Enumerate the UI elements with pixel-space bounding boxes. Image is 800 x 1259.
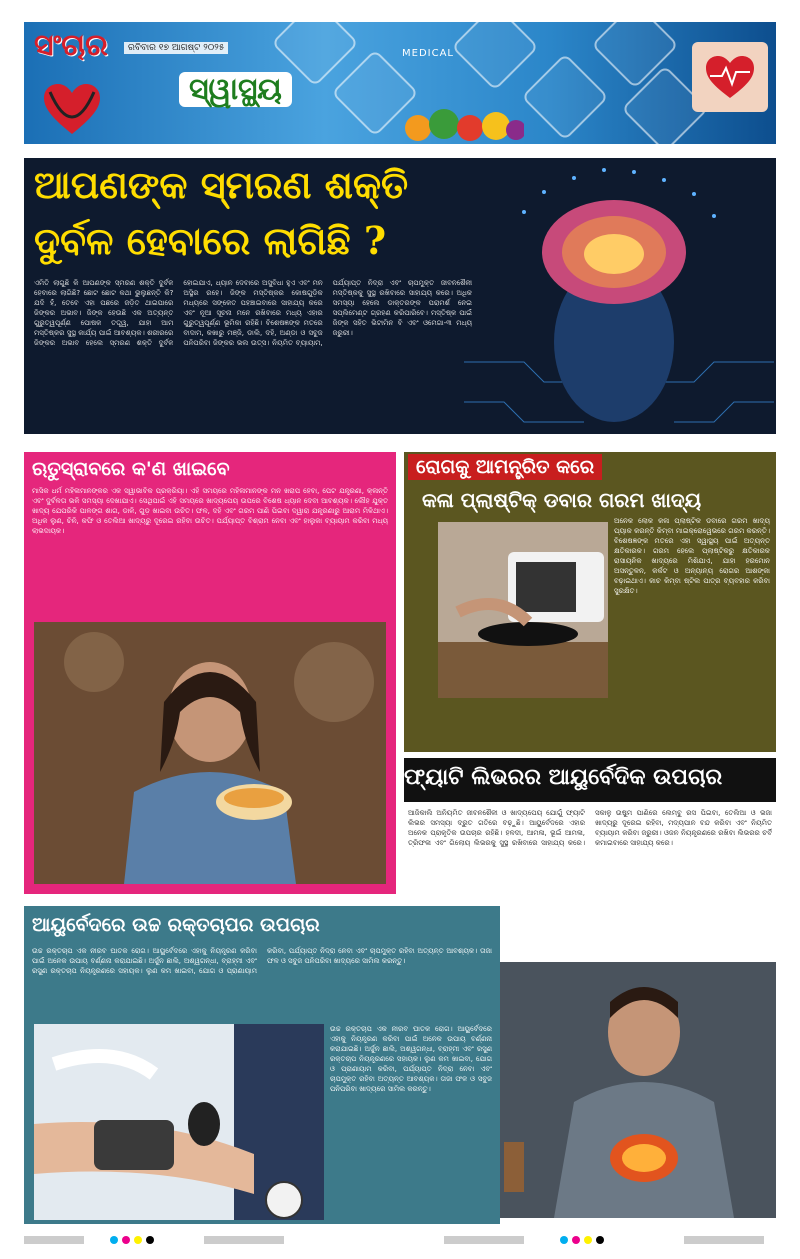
hands-heart-image <box>692 42 768 112</box>
dateline: ରବିବାର ୧୭ ଆଗଷ୍ଟ ୨୦୨୫ <box>124 42 228 54</box>
article-body: ଆଜିକାଲି ଅନିୟମିତ ଜୀବନଶୈଳୀ ଓ ଖାଦ୍ୟପେୟ ଯୋଗୁଁ ଫ୍ୟାଟି ଲିଭର ସମସ୍ୟା ଦ୍ରୁତ ଗତିରେ ବଢ଼ୁଛି। ଆୟୁର୍ବେଦରେ ଏହାର ଅନେକ ପ୍ରାକୃତିକ ଉପଚାର ରହିଛି। ହଳଦୀ, ଆମଳା, ଭୂଇଁ ଆମଳା, ତ୍ରିଫଳା ଏବଂ ଗିଲୋୟ ଲିଭରକୁ ସୁସ୍ଥ ରଖିବାରେ ସାହାଯ୍ୟ କରେ। ସକାଳୁ ଉଷୁମ ପାଣିରେ ଲେମ୍ବୁ ରସ ପିଇବା, ତେଲିଆ ଓ ଭଜା ଖାଦ୍ୟରୁ ଦୂରେଇ ରହିବା, ମଦ୍ୟପାନ ବନ୍ଦ କରିବା ଏବଂ ନିୟମିତ ବ୍ୟାୟାମ କରିବା ଜରୁରୀ। ଓଜନ ନିୟନ୍ତ୍ରଣରେ ରଖିବା ଲିଭରର ଚର୍ବି କମାଇବାରେ ସାହାଯ୍ୟ କରେ। <box>408 809 772 847</box>
heart-icon <box>692 42 768 112</box>
article-plastic <box>404 452 776 752</box>
medical-label: MEDICAL <box>402 48 454 59</box>
print-registration-marks <box>24 1234 776 1246</box>
microwave-illustration <box>438 522 608 698</box>
headline: ଆୟୁର୍ବେଦରେ ଉଚ୍ଚ ରକ୍ତଚାପର ଉପଚାର <box>32 914 320 936</box>
heart-stethoscope-icon <box>42 82 102 138</box>
hex-decoration <box>451 22 539 91</box>
headline: ଫ୍ୟାଟି ଲିଭରର ଆୟୁର୍ବେଦିକ ଉପଚାର <box>404 764 723 790</box>
headline: ଋତୁସ୍ରାବରେ କ'ଣ ଖାଇବେ <box>32 458 230 480</box>
article-blood-pressure <box>24 906 500 1224</box>
woman-eating-illustration <box>34 622 386 884</box>
newspaper-logo: ସଂଚାର <box>34 28 108 63</box>
headline: କଳା ପ୍ଲାଷ୍ଟିକ୍ ଡବାର ଗରମ ଖାଦ୍ୟ <box>422 488 702 512</box>
fruits-image <box>404 106 524 142</box>
microwave-photo <box>438 522 608 698</box>
man-liver-illustration <box>494 962 776 1218</box>
bp-illustration <box>34 1024 324 1220</box>
hex-decoration <box>521 53 609 141</box>
headline: ଦୁର୍ବଳ ହେବାରେ ଲାଗିଛି ? <box>34 218 387 263</box>
stomach-pain-photo <box>494 962 776 1218</box>
brain-illustration <box>464 162 774 432</box>
article-body: ଉଚ୍ଚ ରକ୍ତଚାପ ଏକ ନୀରବ ଘାତକ ରୋଗ। ଆୟୁର୍ବେଦରେ ଏହାକୁ ନିୟନ୍ତ୍ରଣ କରିବା ପାଇଁ ଅନେକ ଉପାୟ ବର୍ଣ୍ଣନା କରାଯାଇଛି। ଅର୍ଜୁନ ଛାଲି, ଅଶ୍ୱଗନ୍ଧା, ବ୍ରାହ୍ମୀ ଏବଂ ରସୁଣ ରକ୍ତଚାପ ନିୟନ୍ତ୍ରଣରେ ସହାୟକ। ଲୁଣ କମ ଖାଇବା, ଯୋଗ ଓ ପ୍ରାଣାୟାମ କରିବା, ପର୍ଯ୍ୟାପ୍ତ ନିଦ୍ରା ନେବା ଏବଂ ଚାପମୁକ୍ତ ରହିବା ଅତ୍ୟନ୍ତ ଆବଶ୍ୟକ। ତାଜା ଫଳ ଓ ସବୁଜ ପନିପରିବା ଖାଦ୍ୟରେ ସାମିଲ କରନ୍ତୁ। <box>330 1025 492 1093</box>
article-body: ମାସିକ ଧର୍ମ ମହିଳାମାନଙ୍କର ଏକ ସ୍ୱାଭାବିକ ପ୍ରକ୍ରିୟା। ଏହି ସମୟରେ ମହିଳାମାନଙ୍କ ମନ ଖରାପ ହେବା, ପେଟ ଯନ୍ତ୍ରଣା, କ୍ଳାନ୍ତି ଏବଂ ଦୁର୍ବଳତା ଭଳି ସମସ୍ୟା ଦେଖାଯାଏ। ସେଥିପାଇଁ ଏହି ସମୟରେ ଖାଦ୍ୟପେୟ ଉପରେ ବିଶେଷ ଧ୍ୟାନ ଦେବା ଆବଶ୍ୟକ। ଲୌହ ଯୁକ୍ତ ଖାଦ୍ୟ ଯେପରିକି ପାଳଙ୍ଗ ଶାଗ, ଡାଳି, ଗୁଡ଼ ଖାଇବା ଉଚିତ। ଫଳ, ଦହି ଏବଂ ଗରମ ପାଣି ପିଇବା ଦ୍ୱାରା ଯନ୍ତ୍ରଣାରୁ ଆରାମ ମିଳିଥାଏ। ଅଧିକ ଲୁଣ, ଚିନି, କଫି ଓ ତେଲିଆ ଖାଦ୍ୟରୁ ଦୂରେଇ ରହିବା ଉଚିତ। ପର୍ଯ୍ୟାପ୍ତ ବିଶ୍ରାମ ନେବା ଏବଂ ହାଲୁକା ବ୍ୟାୟାମ କରିବା ମଧ୍ୟ ଲାଭଦାୟକ। <box>32 487 388 535</box>
article-body: ଏମିତି ଲାଗୁଛି କି ଆପଣଙ୍କ ସ୍ମରଣ ଶକ୍ତି ଦୁର୍ବଳ ହେବାରେ ଲାଗିଛି? ଛୋଟ ଛୋଟ କଥା ଭୁଲୁଛନ୍ତି କି? ଯଦି ହଁ, ତେବେ ଏହା ପଛରେ ଜଡ଼ିତ ଥାଇପାରେ ଜିଙ୍କର ଅଭାବ। ଜିଙ୍କ ହେଉଛି ଏକ ଅତ୍ୟନ୍ତ ଗୁରୁତ୍ୱପୂର୍ଣ୍ଣ ପୋଷକ ତତ୍ତ୍ୱ, ଯାହା ଆମ ମସ୍ତିଷ୍କର ସୁସ୍ଥ କାର୍ଯ୍ୟ ପାଇଁ ଆବଶ୍ୟକ। ଶରୀରରେ ଜିଙ୍କର ଅଭାବ ହେଲେ ସ୍ମରଣ ଶକ୍ତି ଦୁର୍ବଳ ହୋଇଯାଏ, ଧ୍ୟାନ ଦେବାରେ ଅସୁବିଧା ହୁଏ ଏବଂ ମନ ଅସ୍ଥିର ରହେ। ଜିଙ୍କ ମସ୍ତିଷ୍କର କୋଷଗୁଡ଼ିକ ମଧ୍ୟରେ ସଙ୍କେତ ପହଞ୍ଚାଇବାରେ ସାହାଯ୍ୟ କରେ ଏବଂ ନୂଆ ସୂଚନା ମନେ ରଖିବାରେ ମଧ୍ୟ ଏହାର ଗୁରୁତ୍ୱପୂର୍ଣ୍ଣ ଭୂମିକା ରହିଛି। ବିଶେଷଜ୍ଞଙ୍କ ମତରେ ବାଦାମ, କଖାରୁ ମଞ୍ଜି, ଡାଲି, ଦହି, ଅଣ୍ଡା ଓ ସବୁଜ ପନିପରିବା ଜିଙ୍କର ଭଲ ଉତ୍ସ। ନିୟମିତ ବ୍ୟାୟାମ, ପର୍ଯ୍ୟାପ୍ତ ନିଦ୍ରା ଏବଂ ଚାପମୁକ୍ତ ଜୀବନଶୈଳୀ ମସ୍ତିଷ୍କକୁ ସୁସ୍ଥ ରଖିବାରେ ସାହାଯ୍ୟ କରେ। ଅଧିକ ସମସ୍ୟା ହେଲେ ଡାକ୍ତରଙ୍କ ପରାମର୍ଶ ନେଇ ସପ୍ଲିମେଣ୍ଟ ଗ୍ରହଣ କରିପାରିବେ। ମସ୍ତିଷ୍କ ପାଇଁ ଜିଙ୍କ ସହିତ ଭିଟାମିନ ବି ଏବଂ ଓମେଗା-୩ ମଧ୍ୟ ଜରୁରୀ। <box>34 279 472 347</box>
woman-eating-photo <box>34 622 386 884</box>
headline: ଆପଣଙ୍କ ସ୍ମରଣ ଶକ୍ତି <box>34 162 409 207</box>
headline: ରୋଗକୁ ଆମନ୍ତ୍ରିତ କରେ <box>408 454 602 480</box>
article-memory <box>24 158 776 434</box>
article-body: ଉଚ୍ଚ ରକ୍ତଚାପ ଏକ ନୀରବ ଘାତକ ରୋଗ। ଆୟୁର୍ବେଦରେ ଏହାକୁ ନିୟନ୍ତ୍ରଣ କରିବା ପାଇଁ ଅନେକ ଉପାୟ ବର୍ଣ୍ଣନା କରାଯାଇଛି। ଅର୍ଜୁନ ଛାଲି, ଅଶ୍ୱଗନ୍ଧା, ବ୍ରାହ୍ମୀ ଏବଂ ରସୁଣ ରକ୍ତଚାପ ନିୟନ୍ତ୍ରଣରେ ସହାୟକ। ଲୁଣ କମ ଖାଇବା, ଯୋଗ ଓ ପ୍ରାଣାୟାମ କରିବା, ପର୍ଯ୍ୟାପ୍ତ ନିଦ୍ରା ନେବା ଏବଂ ଚାପମୁକ୍ତ ରହିବା ଅତ୍ୟନ୍ତ ଆବଶ୍ୟକ। ତାଜା ଫଳ ଓ ସବୁଜ ପନିପରିବା ଖାଦ୍ୟରେ ସାମିଲ କରନ୍ତୁ। <box>32 947 492 975</box>
article-menstruation <box>24 452 396 894</box>
section-title: ସ୍ୱାସ୍ଥ୍ୟ <box>179 72 292 107</box>
masthead <box>24 22 776 144</box>
bp-measure-photo <box>34 1024 324 1220</box>
article-body: ଅନେକ ଲୋକ କଳା ପ୍ଲାଷ୍ଟିକ ଡବାରେ ଗରମ ଖାଦ୍ୟ ପ୍ୟାକ କରନ୍ତି କିମ୍ବା ମାଇକ୍ରୋୱେଭରେ ଗରମ କରନ୍ତି। ବିଶେଷଜ୍ଞଙ୍କ ମତରେ ଏହା ସ୍ୱାସ୍ଥ୍ୟ ପାଇଁ ଅତ୍ୟନ୍ତ କ୍ଷତିକାରକ। ଗରମ ହେଲେ ପ୍ଲାଷ୍ଟିକରୁ କ୍ଷତିକାରକ ରାସାୟନିକ ଖାଦ୍ୟରେ ମିଶିଯାଏ, ଯାହା ହରମୋନ ଅସନ୍ତୁଳନ, କର୍କଟ ଓ ଅନ୍ୟାନ୍ୟ ରୋଗର ଆଶଙ୍କା ବଢ଼ାଇଥାଏ। କାଚ କିମ୍ବା ଷ୍ଟିଲ ପାତ୍ର ବ୍ୟବହାର କରିବା ସୁରକ୍ଷିତ। <box>614 517 770 595</box>
